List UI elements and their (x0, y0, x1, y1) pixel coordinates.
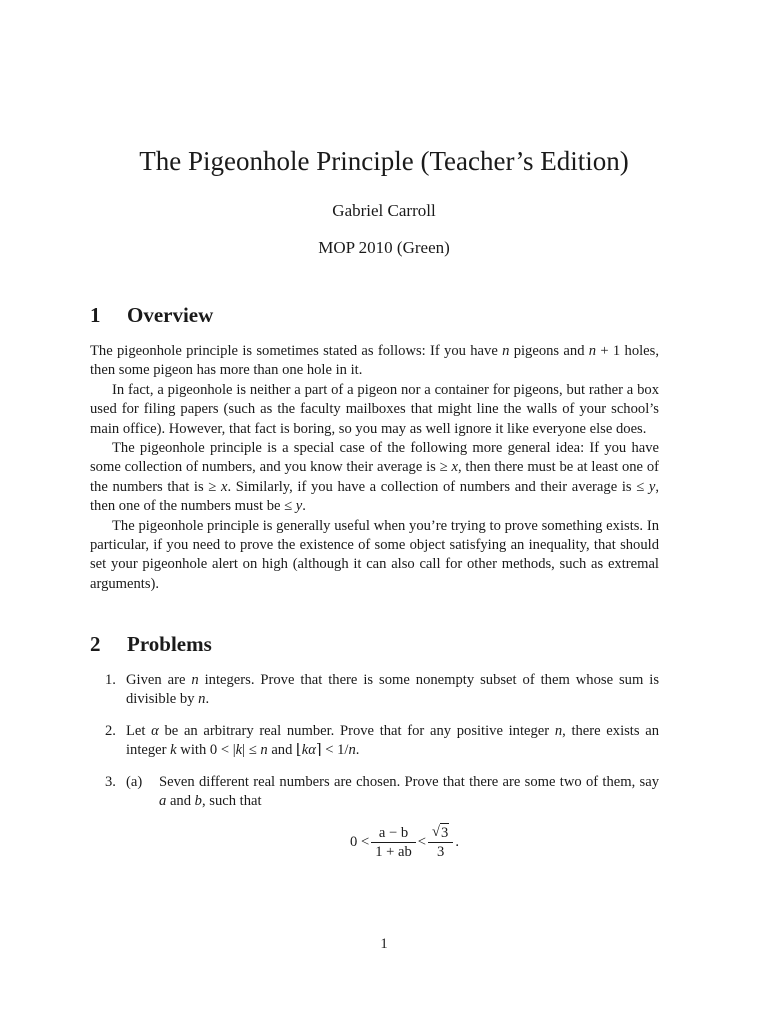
event-name: MOP 2010 (Green) (318, 238, 450, 257)
math-lhs: 0 < (350, 833, 370, 850)
section-heading-problems (90, 630, 212, 658)
math-period: . (455, 833, 459, 850)
document-title: The Pigeonhole Principle (Teacher’s Edition) (139, 146, 629, 176)
section-title: Problems (127, 632, 212, 656)
section-title: Overview (127, 303, 214, 327)
fraction (430, 823, 451, 861)
section-number: 2 (90, 632, 101, 656)
fraction-denominator: 1 + ab (375, 843, 412, 860)
paragraph: The pigeonhole principle is sometimes stated as follows: If you have n pigeons and n + 1 holes, then some pigeon has more than one hole in it. (90, 343, 659, 379)
paragraph: The pigeonhole principle is a special case of the following more general idea: If you have some collection of numbers, and you know their average is ≥ x, then there must be at least one of the numbers that is ≥ x. Similarly, if you have a collection of numbers and their average is ≤ y, then one of the numbers must be ≤ y. (90, 440, 659, 515)
problem-number: 3. (105, 773, 116, 790)
paragraph: The pigeonhole principle is generally useful when you’re trying to prove something exists. In particular, if you need to prove the existence of some object satisfying an inequality, that should set your pigeonhole alert on high (although it can also call for other methods, such as extremal arguments). (90, 517, 659, 592)
display-inequality (350, 823, 459, 861)
square-root: √ 3 (432, 824, 449, 841)
problem-item: 1. Given are n integers. Prove that there is some nonempty subset of them whose sum is divisible by n. (105, 672, 659, 708)
subproblem-item: (a) Seven different real numbers are chosen. Prove that there are some two of them, say a and b, such that (126, 773, 659, 810)
overview-body (90, 342, 659, 594)
problem-item (90, 773, 659, 812)
fraction-denominator: 3 (437, 844, 445, 860)
fraction (373, 824, 414, 861)
problem-number: 2. (105, 722, 116, 739)
problem-item: 2. Let α be an arbitrary real number. Prove that for any positive integer n, there exists an integer k with 0 < |k| ≤ n and ⌊kα⌉ < 1/n. (105, 722, 660, 759)
page-number: 1 (380, 936, 388, 952)
paragraph: In fact, a pigeonhole is neither a part of a pigeon nor a container for pigeons, but rather a box used for filing papers (such as the faculty mailboxes that might line the walls of your school’s main office). However, that fact is boring, so you may as well ignore it like everyone else does. (90, 381, 659, 437)
subproblem-label: (a) (126, 773, 143, 790)
problem-list (90, 671, 659, 811)
math-less-than: < (417, 833, 427, 850)
problem-number: 1. (105, 672, 116, 688)
radicand: 3 (441, 825, 449, 841)
author-name: Gabriel Carroll (332, 201, 436, 220)
section-heading-overview (90, 301, 213, 329)
section-number: 1 (90, 303, 101, 327)
fraction-numerator: a − b (378, 824, 409, 841)
